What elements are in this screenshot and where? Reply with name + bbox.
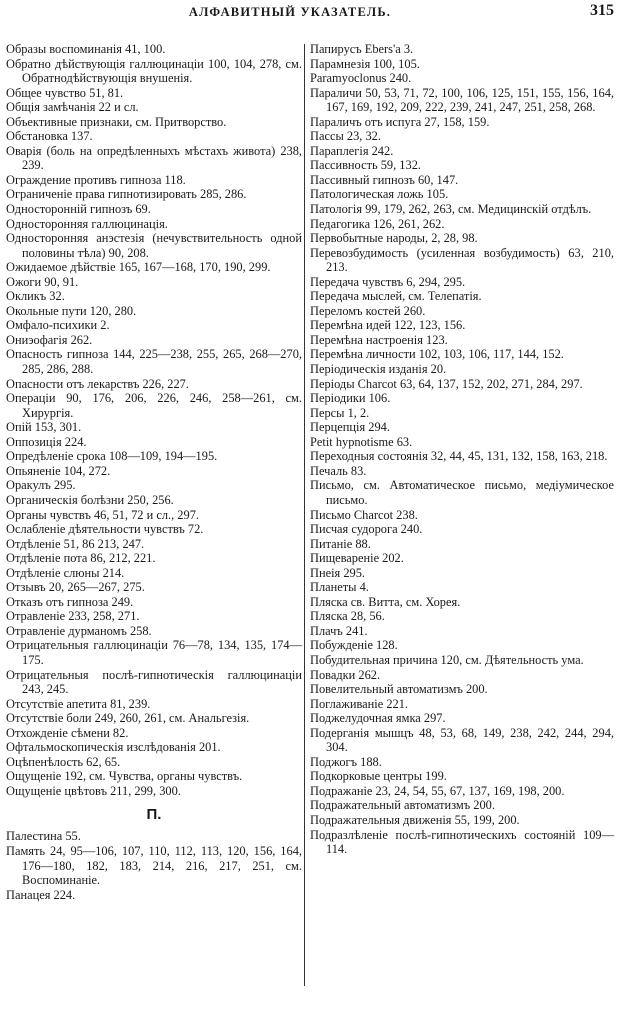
index-entry: Омфало-психики 2. <box>6 318 110 333</box>
index-entry: Общія замѣчанія 22 и сл. <box>6 100 139 115</box>
index-entry: Періоды Charcot 63, 64, 137, 152, 202, 271, 284, 297. <box>310 376 583 391</box>
index-entry: Образы воспоминанія 41, 100. <box>6 42 166 56</box>
index-entry: Повадки 262. <box>310 667 381 682</box>
index-entry: Подерганія мышцъ 48, 53, 68, 149, 238, 242, 244, 294, 304. <box>310 725 614 755</box>
index-entry: Органическія болѣзни 250, 256. <box>6 492 174 507</box>
index-entry: Перемѣна личности 102, 103, 106, 117, 144, 152. <box>310 347 564 362</box>
index-entry: Оцѣпенѣлость 62, 65. <box>6 754 121 769</box>
index-entry: Планеты 4. <box>310 580 369 595</box>
index-entry: Ониэофагія 262. <box>6 332 93 347</box>
index-entry: Первобытные народы, 2, 28, 98. <box>310 231 478 246</box>
index-entry: Отдѣленіе слюны 214. <box>6 565 125 580</box>
index-entries-o <box>6 42 302 798</box>
index-entry: Перемѣна настроенія 123. <box>310 332 448 347</box>
index-entry: Письмо Charcot 238. <box>310 507 418 522</box>
page-number: 315 <box>590 2 614 19</box>
right-column <box>310 42 614 857</box>
column-divider <box>304 44 305 986</box>
index-entry: Офтальмоскопическія изслѣдованія 201. <box>6 740 221 755</box>
index-entry: Общее чувство 51, 81. <box>6 85 124 100</box>
index-entries-right <box>310 42 614 857</box>
index-entry: Оракулъ 295. <box>6 478 76 493</box>
index-entry: Оппозиція 224. <box>6 434 87 449</box>
index-entry: Переломъ костей 260. <box>310 303 426 318</box>
index-entry: Отсутствіе боли 249, 260, 261, см. Анальгезія. <box>6 711 250 726</box>
index-entry: Ощущеніе 192, см. Чувства, органы чувствъ. <box>6 769 243 784</box>
index-entry: Односторонняя галлюцинація. <box>6 216 168 231</box>
index-entry: Печаль 83. <box>310 463 367 478</box>
index-entry: Опасность гипноза 144, 225—238, 255, 265, 268—270, 285, 286, 288. <box>6 347 302 377</box>
index-entry: Окольные пути 120, 280. <box>6 303 137 318</box>
index-entry: Ожоги 90, 91. <box>6 274 79 289</box>
index-entry: Односторонняя анэстезія (нечувствительность одной половины тѣла) 90, 208. <box>6 231 302 260</box>
index-entry: Перемѣна идей 122, 123, 156. <box>310 318 466 333</box>
index-entry: Обстановка 137. <box>6 129 93 144</box>
index-entry: Повелительный автоматизмъ 200. <box>310 682 488 697</box>
index-entry: Перцепція 294. <box>310 420 390 435</box>
index-entry: Ожидаемое дѣйствіе 165, 167—168, 170, 190, 299. <box>6 260 271 275</box>
index-entry: Подразлѣленіе послѣ-гипнотическихъ состояній 109—114. <box>310 827 614 857</box>
index-entry: Парамнезія 100, 105. <box>310 56 420 71</box>
index-entry: Плачъ 241. <box>310 623 368 638</box>
index-entry: Подражаніе 23, 24, 54, 55, 67, 137, 169, 198, 200. <box>310 783 565 798</box>
index-entry: Отзывъ 20, 265—267, 275. <box>6 580 145 595</box>
index-entry: Пнеія 295. <box>310 565 366 580</box>
index-entry: Отрицательныя послѣ-гипнотическія галлюцинаціи 243, 245. <box>6 667 302 697</box>
index-entry: Педагогика 126, 261, 262. <box>310 216 445 231</box>
running-header <box>0 2 620 28</box>
index-entry: Патологическая ложь 105. <box>310 187 449 202</box>
index-entry: Отрицательныя галлюцинаціи 76—78, 134, 135, 174—175. <box>6 638 302 667</box>
index-entry: Память 24, 95—106, 107, 110, 112, 113, 120, 156, 164, 176—180, 182, 183, 214, 216, 217, 251, см. Воспоминаніе. <box>6 843 302 888</box>
index-entry: Операціи 90, 176, 206, 226, 246, 258—261, см. Хирургія. <box>6 391 302 420</box>
index-entry: Обратно дѣйствующія галлюцинаціи 100, 104, 278, см. Обратнодѣйствующія внушенія. <box>6 56 302 86</box>
index-entry: Поджогъ 188. <box>310 754 382 769</box>
index-entry: Панацея 224. <box>6 887 76 902</box>
index-entry: Подкорковые центры 199. <box>310 769 447 784</box>
index-entry: Пассивность 59, 132. <box>310 158 421 173</box>
index-entry: Отдѣленіе 51, 86 213, 247. <box>6 536 145 551</box>
index-entry: Petit hypnotisme 63. <box>310 434 413 449</box>
index-entry: Отказъ отъ гипноза 249. <box>6 594 134 609</box>
index-entry: Органы чувствъ 46, 51, 72 и сл., 297. <box>6 507 199 522</box>
section-letter-p: П. <box>146 806 162 824</box>
index-entry: Побужденіе 128. <box>310 638 398 653</box>
index-entry: Отдѣленіе пота 86, 212, 221. <box>6 551 156 566</box>
index-entry: Періодики 106. <box>310 391 391 406</box>
index-entry: Пассы 23, 32. <box>310 129 381 144</box>
index-entry: Передача чувствъ 6, 294, 295. <box>310 274 466 289</box>
index-entry: Отравленіе 233, 258, 271. <box>6 609 140 624</box>
index-entry: Перевозбудимость (усиленная возбудимость) 63, 210, 213. <box>310 245 614 275</box>
index-entry: Объективные признаки, см. Притворство. <box>6 114 227 129</box>
index-entry: Paramyoclonus 240. <box>310 71 412 86</box>
index-entry: Пищевареніе 202. <box>310 551 404 566</box>
index-entry: Палестина 55. <box>6 829 81 844</box>
index-entry: Пляска св. Витта, см. Хорея. <box>310 594 461 609</box>
index-entry: Питаніе 88. <box>310 536 371 551</box>
index-entry: Отравленіе дурманомъ 258. <box>6 623 152 638</box>
index-entry: Передача мыслей, см. Телепатія. <box>310 289 482 304</box>
index-entry: Подражательныя движенія 55, 199, 200. <box>310 812 520 827</box>
index-entry: Письмо, см. Автоматическое письмо, медіумическое письмо. <box>310 478 614 507</box>
index-entry: Оварія (боль на опредѣленныхъ мѣстахъ живота) 238, 239. <box>6 143 302 173</box>
left-column <box>6 42 302 902</box>
index-entry: Ограниченіе права гипнотизировать 285, 286. <box>6 187 247 202</box>
index-entry: Патологія 99, 179, 262, 263, см. Медицинскій отдѣлъ. <box>310 202 592 217</box>
index-entry: Параплегія 242. <box>310 143 394 158</box>
index-entry: Ощущеніе цвѣтовъ 211, 299, 300. <box>6 783 181 798</box>
index-entry: Отсутствіе апетита 81, 239. <box>6 696 151 711</box>
index-entry: Пассивный гипнозъ 60, 147. <box>310 172 459 187</box>
index-entry: Персы 1, 2. <box>310 405 370 420</box>
index-entry: Поглаживаніе 221. <box>310 696 409 711</box>
index-entry: Поджелудочная ямка 297. <box>310 711 446 726</box>
index-entry: Побудительная причина 120, см. Дѣятельность ума. <box>310 652 584 667</box>
index-entry: Опьяненіе 104, 272. <box>6 463 111 478</box>
index-entry: Пляска 28, 56. <box>310 609 385 624</box>
index-entry: Опій 153, 301. <box>6 420 82 435</box>
index-entry: Папирусъ Ebers'a 3. <box>310 42 414 56</box>
index-entry: Отхожденіе сѣмени 82. <box>6 725 129 740</box>
index-entry: Писчая судорога 240. <box>310 522 423 537</box>
index-entry: Ослабленіе дѣятельности чувствъ 72. <box>6 522 204 537</box>
index-entry: Окликъ 32. <box>6 289 65 304</box>
index-entry: Періодическія изданія 20. <box>310 362 447 377</box>
index-entry: Опредѣленіе срока 108—109, 194—195. <box>6 449 218 464</box>
index-entry: Параличъ отъ испуга 27, 158, 159. <box>310 114 490 129</box>
index-entry: Односторонній гипнозъ 69. <box>6 202 151 217</box>
index-entries-p <box>6 829 302 902</box>
index-entry: Подражательный автоматизмъ 200. <box>310 798 495 813</box>
index-entry: Ограждение противъ гипноза 118. <box>6 172 186 187</box>
index-entry: Опасности отъ лекарствъ 226, 227. <box>6 376 189 391</box>
index-entry: Параличи 50, 53, 71, 72, 100, 106, 125, 151, 155, 156, 164, 167, 169, 192, 209, 222, 239, 241, 247, 251, 258, 268. <box>310 85 614 115</box>
header-title: АЛФАВИТНЫЙ УКАЗАТЕЛЬ. <box>188 5 392 19</box>
index-entry: Переходныя состоянія 32, 44, 45, 131, 132, 158, 163, 218. <box>310 449 608 464</box>
